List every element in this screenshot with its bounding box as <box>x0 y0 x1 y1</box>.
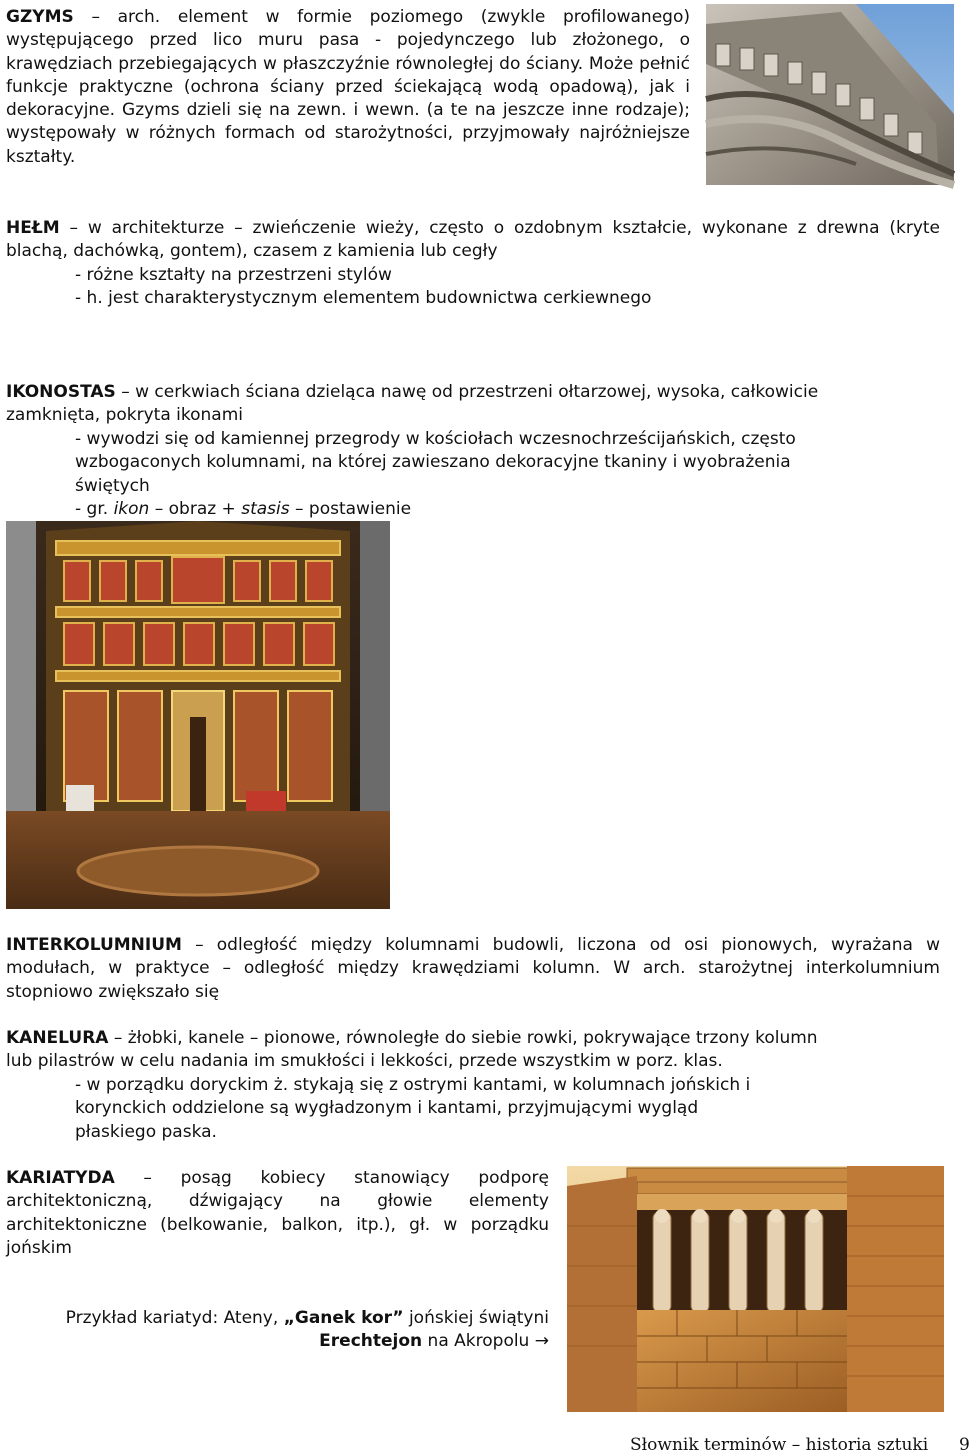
kariatyda-example <box>40 1307 549 1354</box>
helm-point-2: - h. jest charakterystycznym elementem budownictwa cerkiewnego <box>75 288 652 308</box>
entry-helm <box>6 217 940 264</box>
etym-word-ikon: ikon <box>113 499 150 519</box>
example-mid: jońskiej świątyni <box>403 1308 549 1328</box>
example-suffix: na Akropolu <box>422 1331 535 1352</box>
cornice-image <box>706 4 954 185</box>
entry-kanelura <box>6 1027 836 1074</box>
etym-suffix: – postawienie <box>289 499 412 519</box>
definition-kanelura: – żłobki, kanele – pionowe, równoległe do siebie rowki, pokrywające trzony kolumn lub pilastrów w celu nadania im smukłości i lekkości, przede wszystkim w porz. klas. <box>6 1028 818 1072</box>
definition-interkolumnium: – odległość między kolumnami budowli, liczona od osi pionowych, wyrażana w modułach, w praktyce – odległość między krawędziami kolumn. W arch. starożytnej interkolumnium stopniowo zwiększało się <box>6 935 940 1002</box>
iconostasis-image <box>6 521 390 909</box>
entry-kariatyda <box>6 1167 549 1260</box>
etym-word-stasis: stasis <box>241 499 290 519</box>
term-ikonostas: IKONOSTAS <box>6 382 116 402</box>
caryatids-image <box>567 1166 944 1412</box>
term-helm: HEŁM <box>6 218 60 238</box>
etym-prefix: - gr. <box>75 499 114 519</box>
cornice-photo <box>706 4 954 185</box>
term-kariatyda: KARIATYDA <box>6 1168 115 1188</box>
definition-kariatyda: – posąg kobiecy stanowiący podporę architektoniczną, dźwigający na głowie elementy architektoniczne (belkowanie, balkon, itp.), gł. w porządku jońskim <box>6 1168 549 1258</box>
definition-ikonostas: – w cerkwiach ściana dzieląca nawę od przestrzeni ołtarzowej, wysoka, całkowicie zamknięta, pokryta ikonami <box>6 382 819 426</box>
example-erechtejon: Erechtejon <box>319 1331 423 1352</box>
term-interkolumnium: INTERKOLUMNIUM <box>6 935 182 955</box>
entry-ikonostas <box>6 381 846 428</box>
page-number: 9 <box>958 1435 970 1455</box>
caryatids-photo <box>567 1166 944 1412</box>
definition-gzyms: – arch. element w formie poziomego (zwykle profilowanego) występującego przed lico muru pasa - pojedynczego lub złożonego, o krawędziach przebiegających w płaszczyźnie równoległej do ściany. Może pełnić funkcje praktyczne (ochrona ściany przed ściekającą wodą opadową), jak i dekoracyjne. Gzyms dzieli się na zewn. i wewn. (a te na jeszcze inne rodzaje); występowały w różnych formach od starożytności, przyjmowały najróżniejsze kształty. <box>6 7 690 167</box>
example-prefix: Przykład kariatyd: Ateny, <box>65 1308 284 1328</box>
iconostasis-photo <box>6 521 390 909</box>
definition-helm: – w architekturze – zwieńczenie wieży, często o ozdobnym kształcie, wykonane z drewna (kryte blachą, dachówką, gontem), czasem z kamienia lub cegły <box>6 218 940 262</box>
helm-point-1: - różne kształty na przestrzeni stylów <box>75 265 392 285</box>
term-kanelura: KANELURA <box>6 1028 109 1048</box>
right-arrow-icon: → <box>534 1331 549 1352</box>
ikonostas-etymology <box>75 498 805 521</box>
term-gzyms: GZYMS <box>6 7 74 27</box>
footer-title: Słownik terminów – historia sztuki <box>630 1435 929 1455</box>
entry-gzyms <box>6 6 690 169</box>
ikonostas-point-1: - wywodzi się od kamiennej przegrody w kościołach wczesnochrześcijańskich, często wzbogaconych kolumnami, na której zawieszano dekoracyjne tkaniny i wyobrażenia świętych <box>75 429 796 496</box>
kanelura-point-1: - w porządku doryckim ż. stykają się z ostrymi kantami, w kolumnach jońskich i korynckich oddzielone są wygładzonym i kantami, przyjmującymi wygląd płaskiego paska. <box>75 1075 751 1142</box>
entry-interkolumnium <box>6 934 940 1004</box>
example-ganek-kor: „Ganek kor” <box>283 1308 404 1328</box>
etym-mid: – obraz + <box>149 499 242 519</box>
page-footer <box>630 1435 970 1455</box>
